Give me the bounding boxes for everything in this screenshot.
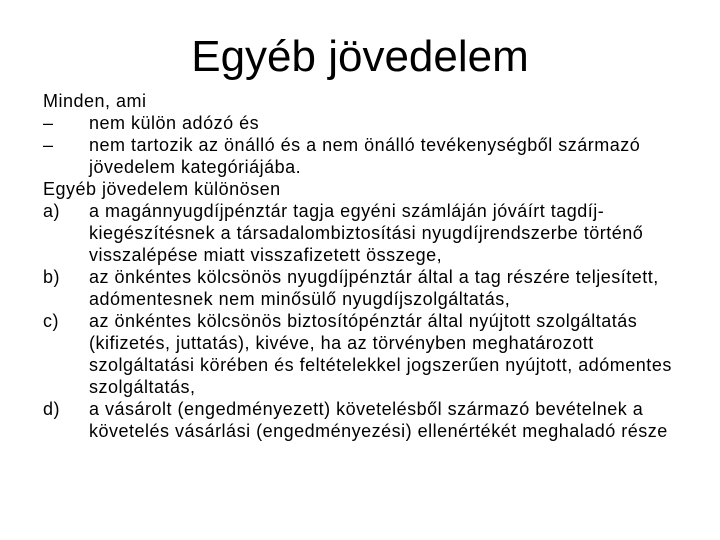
- condition-item: [43, 112, 683, 134]
- condition-text: nem külön adózó és: [89, 113, 260, 133]
- list-item: [43, 200, 683, 266]
- intro-line: [43, 90, 683, 112]
- list-item: [43, 310, 683, 398]
- item-marker: a): [43, 201, 61, 221]
- slide-title: Egyéb jövedelem: [191, 32, 529, 81]
- item-text: a vásárolt (engedményezett) követelésből származó bevételnek a követelés vásárlási (engedményezési) ellenértékét meghaladó része: [89, 399, 668, 441]
- list-item: [43, 266, 683, 310]
- item-marker: c): [43, 311, 59, 331]
- slide-body: [43, 90, 683, 442]
- item-text: az önkéntes kölcsönös nyugdíjpénztár által a tag részére teljesített, adómentesnek nem minősülő nyugdíjszolgáltatás,: [89, 267, 659, 309]
- subheading-text: Egyéb jövedelem különösen: [43, 179, 281, 199]
- condition-text: nem tartozik az önálló és a nem önálló tevékenységből származó jövedelem kategóriájába.: [89, 135, 641, 177]
- dash-marker: –: [43, 113, 54, 133]
- item-text: a magánnyugdíjpénztár tagja egyéni számláján jóváírt tagdíj-kiegészítésnek a társadalombiztosítási nyugdíjrendszerbe történő visszalépése miatt visszafizetett összege,: [89, 201, 644, 265]
- dash-marker: –: [43, 135, 54, 155]
- item-marker: b): [43, 267, 61, 287]
- item-text: az önkéntes kölcsönös biztosítópénztár által nyújtott szolgáltatás (kifizetés, juttatás), kivéve, ha az törvényben meghatározott szolgáltatási körében és feltételekkel jogszerűen nyújtott, adómentes szolgáltatás,: [89, 311, 672, 397]
- subheading-line: [43, 178, 683, 200]
- list-item: [43, 398, 683, 442]
- item-marker: d): [43, 399, 61, 419]
- intro-text: Minden, ami: [43, 91, 147, 111]
- condition-item: [43, 134, 683, 178]
